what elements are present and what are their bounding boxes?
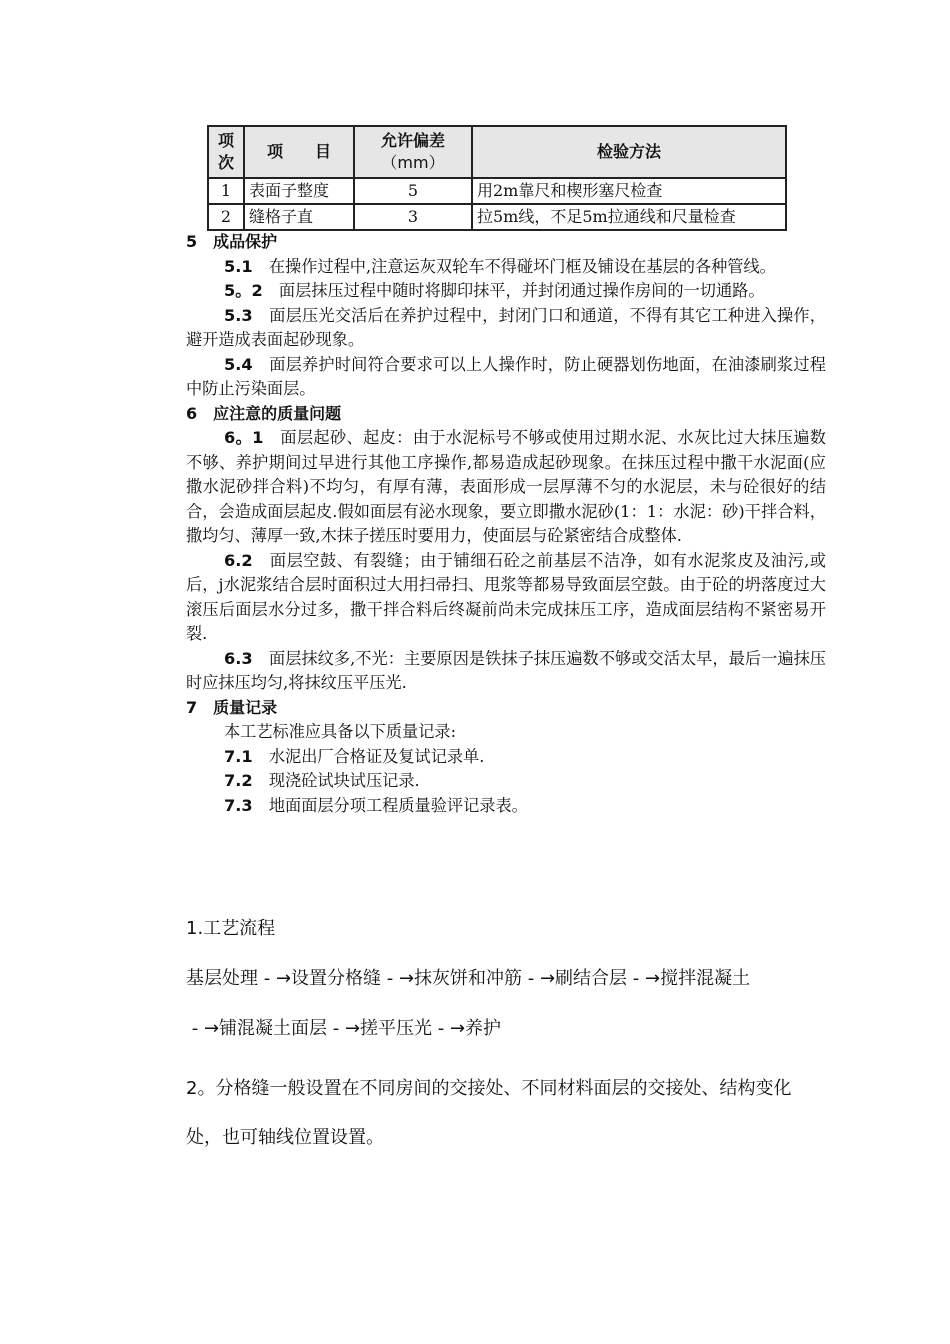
flow-line-1: 基层处理 - →设置分格缝 - →抹灰饼和冲筋 - →刷结合层 - →搅拌混凝土 [186, 968, 751, 989]
section-7-title: 7 质量记录 [186, 697, 278, 717]
paragraph-5-3 [186, 304, 826, 353]
num-6-1: 6。1 [224, 428, 264, 447]
num-5-2: 5。2 [224, 281, 263, 300]
cell-item: 缝格子直 [244, 204, 354, 230]
header-tolerance-line2: （mm） [381, 153, 445, 172]
cell-tolerance: 5 [354, 178, 472, 204]
num-7-3: 7.3 [224, 795, 253, 815]
paragraph-5-1 [186, 255, 826, 280]
paragraph-7-1 [186, 745, 826, 770]
cell-item: 表面子整度 [244, 178, 354, 204]
cell-method: 拉5m线，不足5m拉通线和尺量检查 [472, 204, 786, 230]
paragraph-6-3 [186, 647, 826, 696]
table-row [208, 178, 786, 204]
text-5-2: 面层抹压过程中随时将脚印抹平，并封闭通过操作房间的一切通路。 [262, 281, 765, 300]
paragraph-5-4 [186, 353, 826, 402]
header-item-no [208, 126, 244, 178]
section-5-title: 5 成品保护 [186, 232, 278, 251]
cell-no: 1 [208, 178, 244, 204]
num-6-3: 6.3 [224, 648, 253, 668]
num-6-2: 6.2 [224, 550, 253, 570]
num-5-1: 5.1 [224, 256, 253, 276]
cell-method: 用2m靠尺和楔形塞尺检查 [472, 178, 786, 204]
paragraph-7-3 [186, 794, 826, 819]
text-6-3: 面层抹纹多,不光：主要原因是铁抹子抹压遍数不够或交活太早，最后一遍抹压时应抹压均匀,将抹纹压平压光. [186, 648, 826, 692]
num-7-1: 7.1 [224, 746, 253, 766]
text-5-1: 在操作过程中,注意运灰双轮车不得碰坏门框及铺设在基层的各种管线。 [252, 256, 776, 276]
header-item-no-line1: 项 [217, 131, 234, 150]
num-7-2: 7.2 [224, 771, 253, 790]
header-item-no-line2: 次 [217, 153, 234, 172]
tolerance-table [207, 125, 787, 231]
text-6-2: 面层空鼓、有裂缝；由于铺细石砼之前基层不洁净，如有水泥浆皮及油污,或后，j水泥浆结合层时面积过大用扫帚扫、甩浆等都易导致面层空鼓。由于砼的坍落度过大滚压后面层水分过多，撒干拌合料后终凝前尚未完成抹压工序，造成面层结构不紧密易开裂. [186, 550, 826, 643]
cell-no: 2 [208, 204, 244, 230]
text-7-1: 水泥出厂合格证及复试记录单. [252, 746, 485, 766]
num-5-3: 5.3 [224, 305, 253, 325]
document-body [186, 230, 826, 818]
paragraph-6-1 [186, 426, 826, 549]
flow-title: 1.工艺流程 [186, 918, 276, 939]
text-7-3: 地面面层分项工程质量验评记录表。 [252, 795, 528, 815]
header-tolerance-line1: 允许偏差 [380, 131, 445, 150]
paragraph-7-2 [186, 769, 826, 794]
table-header-row [208, 126, 786, 178]
cell-tolerance: 3 [354, 204, 472, 230]
header-item: 项 目 [244, 126, 354, 178]
section-6-title: 6 应注意的质量问题 [186, 403, 342, 423]
paragraph-6-2 [186, 549, 826, 647]
paragraph-5-2 [186, 279, 826, 304]
text-5-4: 面层养护时间符合要求可以上人操作时，防止硬器划伤地面，在油漆刷浆过程中防止污染面层。 [186, 354, 826, 398]
paragraph-7-intro: 本工艺标准应具备以下质量记录: [224, 722, 457, 741]
table-row [208, 204, 786, 230]
text-5-3: 面层压光交活后在养护过程中，封闭门口和通道，不得有其它工种进入操作，避开造成表面起砂现象。 [186, 305, 826, 349]
text-6-1: 面层起砂、起皮：由于水泥标号不够或使用过期水泥、水灰比过大抹压遍数不够、养护期间过早进行其他工序操作,都易造成起砂现象。在抹压过程中撒干水泥面(应撒水泥砂拌合料)不均匀，有厚有薄，表面形成一层厚薄不匀的水泥层，未与砼很好的结合，会造成面层起皮.假如面层有泌水现象，要立即撒水泥砂(1：1：水泥：砂)干拌合料，撒均匀、薄厚一致,木抹子搓压时要用力，使面层与砼紧密结合成整体. [186, 428, 826, 545]
num-5-4: 5.4 [224, 354, 253, 374]
joint-note: 2。分格缝一般设置在不同房间的交接处、不同材料面层的交接处、结构变化处，也可轴线位置设置。 [186, 1078, 792, 1148]
header-method: 检验方法 [472, 126, 786, 178]
header-tolerance [354, 126, 472, 178]
flow-line-2: - →铺混凝土面层 - →搓平压光 - →养护 [186, 1018, 502, 1039]
text-7-2: 现浇砼试块试压记录. [252, 771, 420, 790]
